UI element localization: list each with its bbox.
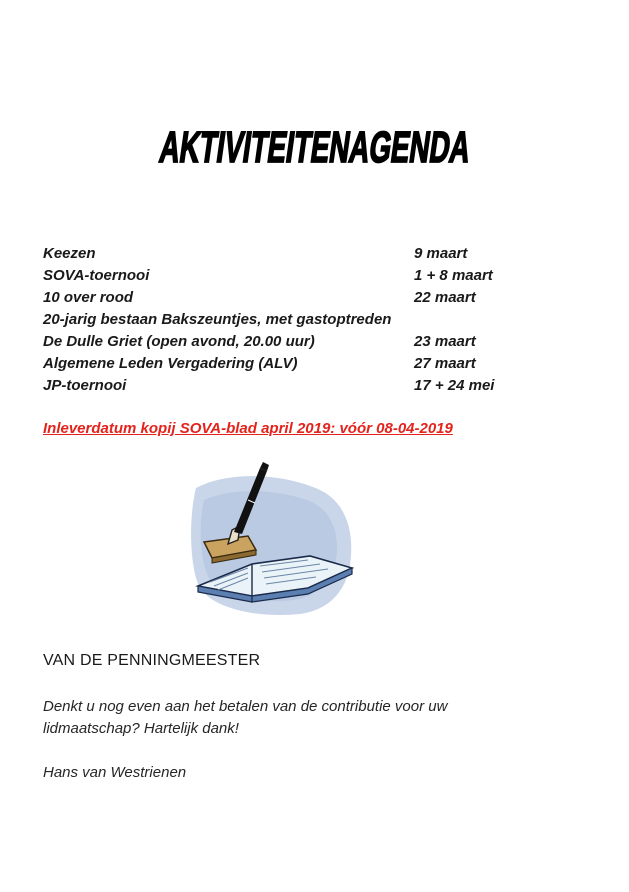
title-text: AKTIVITEITENAGENDA bbox=[156, 122, 588, 172]
agenda-event: 10 over rood bbox=[43, 289, 134, 306]
page-title bbox=[0, 108, 629, 178]
agenda-date: 17 + 24 mei bbox=[414, 377, 495, 394]
title-wordart bbox=[145, 108, 588, 178]
agenda-event: JP-toernooi bbox=[43, 377, 127, 394]
agenda-row bbox=[43, 375, 583, 397]
agenda-date: 9 maart bbox=[414, 245, 468, 262]
treasurer-message-line: Denkt u nog even aan het betalen van de contributie voor uw bbox=[43, 698, 448, 715]
agenda-row bbox=[43, 331, 583, 353]
treasurer-message-line: lidmaatschap? Hartelijk dank! bbox=[43, 720, 239, 737]
agenda-date: 27 maart bbox=[414, 355, 476, 372]
agenda-event: SOVA-toernooi bbox=[43, 267, 150, 284]
treasurer-signature: Hans van Westrienen bbox=[43, 764, 187, 781]
agenda-row bbox=[43, 243, 583, 265]
agenda-list bbox=[43, 243, 583, 397]
agenda-date: 22 maart bbox=[414, 289, 476, 306]
agenda-row bbox=[43, 309, 583, 331]
agenda-event: Keezen bbox=[43, 245, 96, 262]
agenda-date: 1 + 8 maart bbox=[414, 267, 493, 284]
copy-deadline-notice: Inleverdatum kopij SOVA-blad april 2019: vóór 08-04-2019 bbox=[43, 420, 453, 437]
book-and-pen-icon bbox=[190, 460, 360, 625]
agenda-event: De Dulle Griet (open avond, 20.00 uur) bbox=[43, 333, 315, 350]
agenda-row bbox=[43, 287, 583, 309]
agenda-event: 20-jarig bestaan Bakszeuntjes, met gastoptreden bbox=[43, 311, 392, 328]
agenda-event: Algemene Leden Vergadering (ALV) bbox=[43, 355, 298, 372]
agenda-date: 23 maart bbox=[414, 333, 476, 350]
agenda-row bbox=[43, 353, 583, 375]
agenda-row bbox=[43, 265, 583, 287]
treasurer-heading: VAN DE PENNINGMEESTER bbox=[43, 652, 261, 669]
